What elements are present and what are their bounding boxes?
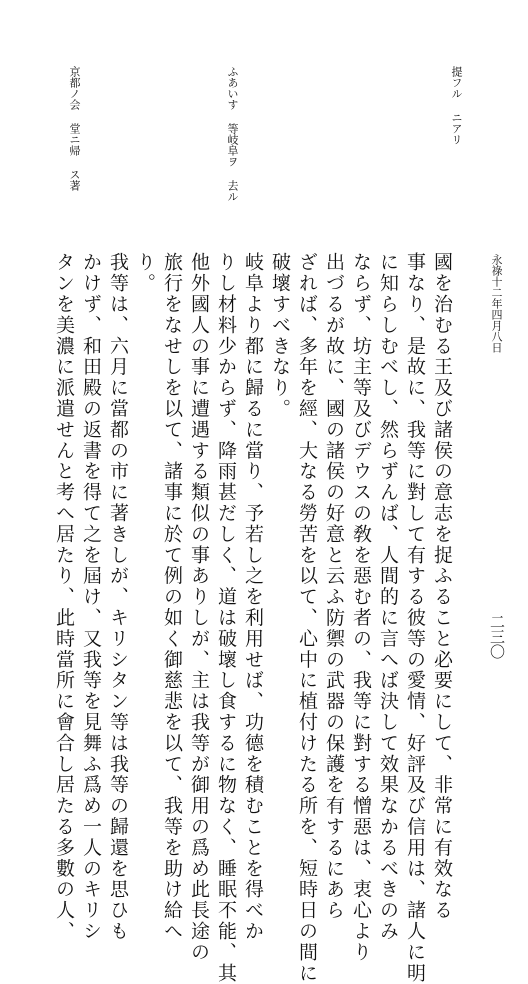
headnote-center-line2: 等岐阜ヲ — [226, 123, 239, 167]
body-column: 他外國人の事に遭遇する類似の事ありしが、主は我等が御用の爲め此長途の — [188, 252, 210, 963]
page-number: 二三〇 — [488, 614, 506, 659]
headnote-right-line2: ニアリ — [450, 112, 463, 145]
headnote-right — [450, 66, 462, 145]
headnote-left-line3: ス著 — [68, 169, 81, 191]
body-column: 事なり、是故に、我等に對して有する彼等の愛情、好評及び信用は、諸人に明 — [404, 252, 426, 984]
headnote-left — [68, 66, 80, 191]
body-column: ざれば、多年を經、大なる勞苦を以て、心中に植付けたる所を、短時日の間に — [296, 252, 318, 984]
body-column: 旅行をなせしを以て、諸事に於て例の如く御慈悲を以て、我等を助け給へ — [161, 252, 183, 942]
headnote-center — [226, 66, 238, 202]
body-column: 出づるが故に、國の諸侯の好意と云ふ防禦の武器の保護を有するにあら — [323, 252, 345, 921]
body-column: 岐阜より都に歸るに當り、予若し之を利用せば、功德を積むことを得べか — [242, 252, 264, 942]
headnote-center-line1: ふあいす — [226, 66, 239, 110]
headnote-center-line3: 去ル — [226, 180, 239, 202]
headnote-left-line1: 京都ノ会 — [68, 66, 81, 110]
headnote-right-line1: 提フル — [450, 66, 463, 99]
headnote-left-line2: 堂ニ帰 — [68, 123, 81, 156]
body-column: 國を治むる王及び諸侯の意志を捉ふること必要にして、非常に有效なる — [431, 252, 453, 921]
body-column: 破壞すべきなり。 — [269, 252, 291, 420]
body-column: り。 — [134, 252, 156, 294]
body-column: かけず、和田殿の返書を得て之を屆け、又我等を見舞ふ爲め一人のキリシ — [80, 252, 102, 942]
body-column: タンを美濃に派遣せんと考へ居たり、此時當所に會合し居たる多數の人、 — [53, 252, 75, 942]
body-column: ならず、坊主等及びデウスの敎を惡む者の、我等に對する憎惡は、衷心より — [350, 252, 372, 963]
body-column: に知らしむべし、然らずんば、人間的に言へば決して效果なかるべきのみ — [377, 252, 399, 942]
body-column: りし材料少からず、降雨甚だしく、道は破壞し食するに物なく、睡眠不能、其 — [215, 252, 237, 984]
body-column: 我等は、六月に當都の市に著きしが、キリシタン等は我等の歸還を思ひも — [107, 252, 129, 942]
running-head: 永祿十二年四月八日 — [490, 254, 503, 353]
